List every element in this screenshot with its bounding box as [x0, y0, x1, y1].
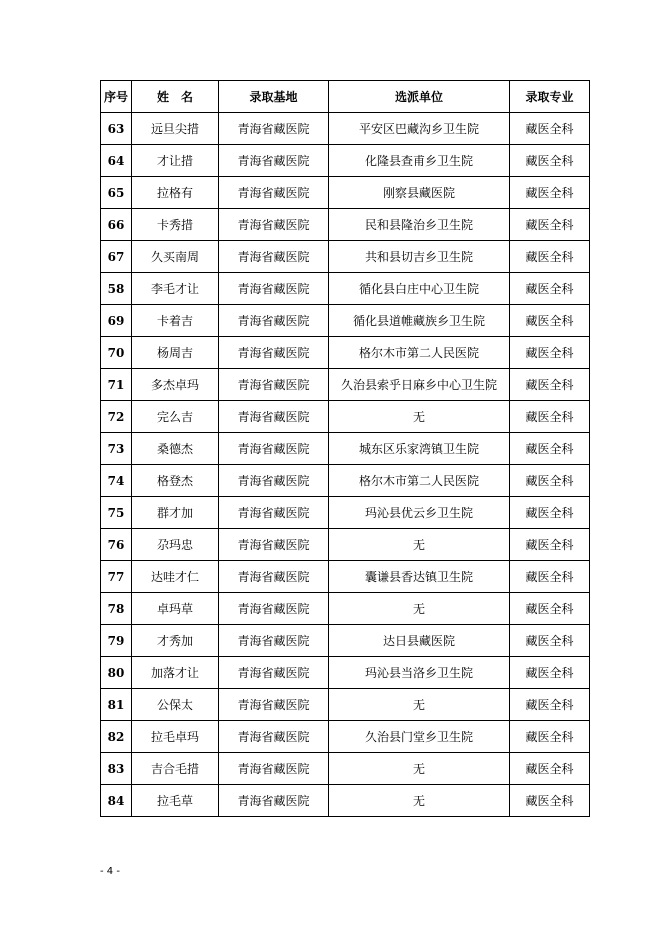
row-serial-number: 76 [101, 529, 132, 561]
row-dispatching-unit: 玛沁县当洛乡卫生院 [329, 657, 510, 689]
row-serial-number: 84 [101, 785, 132, 817]
table-row [101, 753, 590, 785]
row-admitted-specialty: 藏医全科 [510, 401, 590, 433]
row-admitted-specialty: 藏医全科 [510, 657, 590, 689]
row-dispatching-unit: 格尔木市第二人民医院 [329, 465, 510, 497]
row-admission-base: 青海省藏医院 [219, 433, 329, 465]
row-admission-base: 青海省藏医院 [219, 689, 329, 721]
row-admission-base: 青海省藏医院 [219, 369, 329, 401]
row-serial-number: 65 [101, 177, 132, 209]
row-serial-number: 71 [101, 369, 132, 401]
row-name: 远旦尖措 [132, 113, 219, 145]
row-admitted-specialty: 藏医全科 [510, 721, 590, 753]
row-dispatching-unit: 格尔木市第二人民医院 [329, 337, 510, 369]
row-name: 桑德杰 [132, 433, 219, 465]
row-admission-base: 青海省藏医院 [219, 561, 329, 593]
row-admitted-specialty: 藏医全科 [510, 433, 590, 465]
header-admission-base: 录取基地 [219, 81, 329, 113]
row-name: 杨周吉 [132, 337, 219, 369]
row-admission-base: 青海省藏医院 [219, 657, 329, 689]
row-name: 加落才让 [132, 657, 219, 689]
table-row [101, 369, 590, 401]
row-dispatching-unit: 玛沁县优云乡卫生院 [329, 497, 510, 529]
row-dispatching-unit: 刚察县藏医院 [329, 177, 510, 209]
row-name: 多杰卓玛 [132, 369, 219, 401]
row-admitted-specialty: 藏医全科 [510, 785, 590, 817]
row-name: 卓玛草 [132, 593, 219, 625]
row-dispatching-unit: 共和县切吉乡卫生院 [329, 241, 510, 273]
table-row [101, 497, 590, 529]
row-serial-number: 75 [101, 497, 132, 529]
row-serial-number: 70 [101, 337, 132, 369]
row-serial-number: 66 [101, 209, 132, 241]
row-dispatching-unit: 达日县藏医院 [329, 625, 510, 657]
row-serial-number: 67 [101, 241, 132, 273]
table-row [101, 433, 590, 465]
row-name: 拉毛卓玛 [132, 721, 219, 753]
row-admission-base: 青海省藏医院 [219, 497, 329, 529]
row-admission-base: 青海省藏医院 [219, 529, 329, 561]
row-admission-base: 青海省藏医院 [219, 305, 329, 337]
row-serial-number: 80 [101, 657, 132, 689]
header-admitted-specialty: 录取专业 [510, 81, 590, 113]
table-row [101, 529, 590, 561]
table-row [101, 657, 590, 689]
row-serial-number: 72 [101, 401, 132, 433]
row-admission-base: 青海省藏医院 [219, 753, 329, 785]
admission-roster-table [100, 80, 590, 817]
row-admitted-specialty: 藏医全科 [510, 177, 590, 209]
row-admitted-specialty: 藏医全科 [510, 689, 590, 721]
row-name: 才秀加 [132, 625, 219, 657]
row-admission-base: 青海省藏医院 [219, 209, 329, 241]
table-row [101, 241, 590, 273]
row-admitted-specialty: 藏医全科 [510, 561, 590, 593]
row-dispatching-unit: 囊谦县香达镇卫生院 [329, 561, 510, 593]
header-serial-number: 序号 [101, 81, 132, 113]
row-admitted-specialty: 藏医全科 [510, 593, 590, 625]
row-dispatching-unit: 无 [329, 401, 510, 433]
table-row [101, 561, 590, 593]
row-serial-number: 83 [101, 753, 132, 785]
row-admitted-specialty: 藏医全科 [510, 305, 590, 337]
row-dispatching-unit: 化隆县查甫乡卫生院 [329, 145, 510, 177]
row-dispatching-unit: 无 [329, 753, 510, 785]
row-serial-number: 78 [101, 593, 132, 625]
row-name: 卡秀措 [132, 209, 219, 241]
row-name: 拉格有 [132, 177, 219, 209]
table-row [101, 465, 590, 497]
row-admission-base: 青海省藏医院 [219, 721, 329, 753]
row-serial-number: 63 [101, 113, 132, 145]
row-name: 群才加 [132, 497, 219, 529]
row-serial-number: 73 [101, 433, 132, 465]
row-name: 格登杰 [132, 465, 219, 497]
row-dispatching-unit: 无 [329, 785, 510, 817]
row-dispatching-unit: 平安区巴藏沟乡卫生院 [329, 113, 510, 145]
row-name: 拉毛草 [132, 785, 219, 817]
row-dispatching-unit: 无 [329, 529, 510, 561]
row-admission-base: 青海省藏医院 [219, 465, 329, 497]
table-row [101, 177, 590, 209]
page-number: - 4 - [100, 866, 120, 877]
table-row [101, 689, 590, 721]
row-name: 久买南周 [132, 241, 219, 273]
row-admission-base: 青海省藏医院 [219, 241, 329, 273]
row-dispatching-unit: 久治县索乎日麻乡中心卫生院 [329, 369, 510, 401]
row-name: 卡着吉 [132, 305, 219, 337]
row-dispatching-unit: 循化县白庄中心卫生院 [329, 273, 510, 305]
table-row [101, 209, 590, 241]
row-dispatching-unit: 循化县道帷藏族乡卫生院 [329, 305, 510, 337]
row-admitted-specialty: 藏医全科 [510, 113, 590, 145]
row-admission-base: 青海省藏医院 [219, 625, 329, 657]
row-admitted-specialty: 藏医全科 [510, 753, 590, 785]
table-body [101, 113, 590, 817]
table-row [101, 305, 590, 337]
row-admitted-specialty: 藏医全科 [510, 465, 590, 497]
table-row [101, 721, 590, 753]
row-name: 公保太 [132, 689, 219, 721]
row-admitted-specialty: 藏医全科 [510, 209, 590, 241]
row-admission-base: 青海省藏医院 [219, 337, 329, 369]
row-admission-base: 青海省藏医院 [219, 113, 329, 145]
row-admitted-specialty: 藏医全科 [510, 337, 590, 369]
table-row [101, 113, 590, 145]
table-row [101, 785, 590, 817]
row-admitted-specialty: 藏医全科 [510, 273, 590, 305]
row-dispatching-unit: 民和县隆治乡卫生院 [329, 209, 510, 241]
header-dispatching-unit: 选派单位 [329, 81, 510, 113]
table-row [101, 145, 590, 177]
table-row [101, 273, 590, 305]
row-admitted-specialty: 藏医全科 [510, 625, 590, 657]
row-name: 尕玛忠 [132, 529, 219, 561]
row-dispatching-unit: 无 [329, 689, 510, 721]
row-serial-number: 79 [101, 625, 132, 657]
row-serial-number: 69 [101, 305, 132, 337]
row-name: 李毛才让 [132, 273, 219, 305]
row-serial-number: 82 [101, 721, 132, 753]
row-admission-base: 青海省藏医院 [219, 273, 329, 305]
row-admission-base: 青海省藏医院 [219, 145, 329, 177]
row-serial-number: 58 [101, 273, 132, 305]
row-serial-number: 81 [101, 689, 132, 721]
row-admission-base: 青海省藏医院 [219, 785, 329, 817]
row-dispatching-unit: 城东区乐家湾镇卫生院 [329, 433, 510, 465]
row-name: 达哇才仁 [132, 561, 219, 593]
row-admitted-specialty: 藏医全科 [510, 497, 590, 529]
table-row [101, 337, 590, 369]
row-dispatching-unit: 无 [329, 593, 510, 625]
header-name: 姓 名 [132, 81, 219, 113]
table-row [101, 401, 590, 433]
row-admission-base: 青海省藏医院 [219, 593, 329, 625]
row-serial-number: 77 [101, 561, 132, 593]
table-row [101, 593, 590, 625]
row-admission-base: 青海省藏医院 [219, 401, 329, 433]
row-serial-number: 64 [101, 145, 132, 177]
row-admission-base: 青海省藏医院 [219, 177, 329, 209]
row-admitted-specialty: 藏医全科 [510, 529, 590, 561]
row-name: 完么吉 [132, 401, 219, 433]
row-admitted-specialty: 藏医全科 [510, 241, 590, 273]
table-row [101, 625, 590, 657]
row-serial-number: 74 [101, 465, 132, 497]
table-header-row [101, 81, 590, 113]
row-dispatching-unit: 久治县门堂乡卫生院 [329, 721, 510, 753]
row-name: 才让措 [132, 145, 219, 177]
row-admitted-specialty: 藏医全科 [510, 145, 590, 177]
row-admitted-specialty: 藏医全科 [510, 369, 590, 401]
row-name: 吉合毛措 [132, 753, 219, 785]
